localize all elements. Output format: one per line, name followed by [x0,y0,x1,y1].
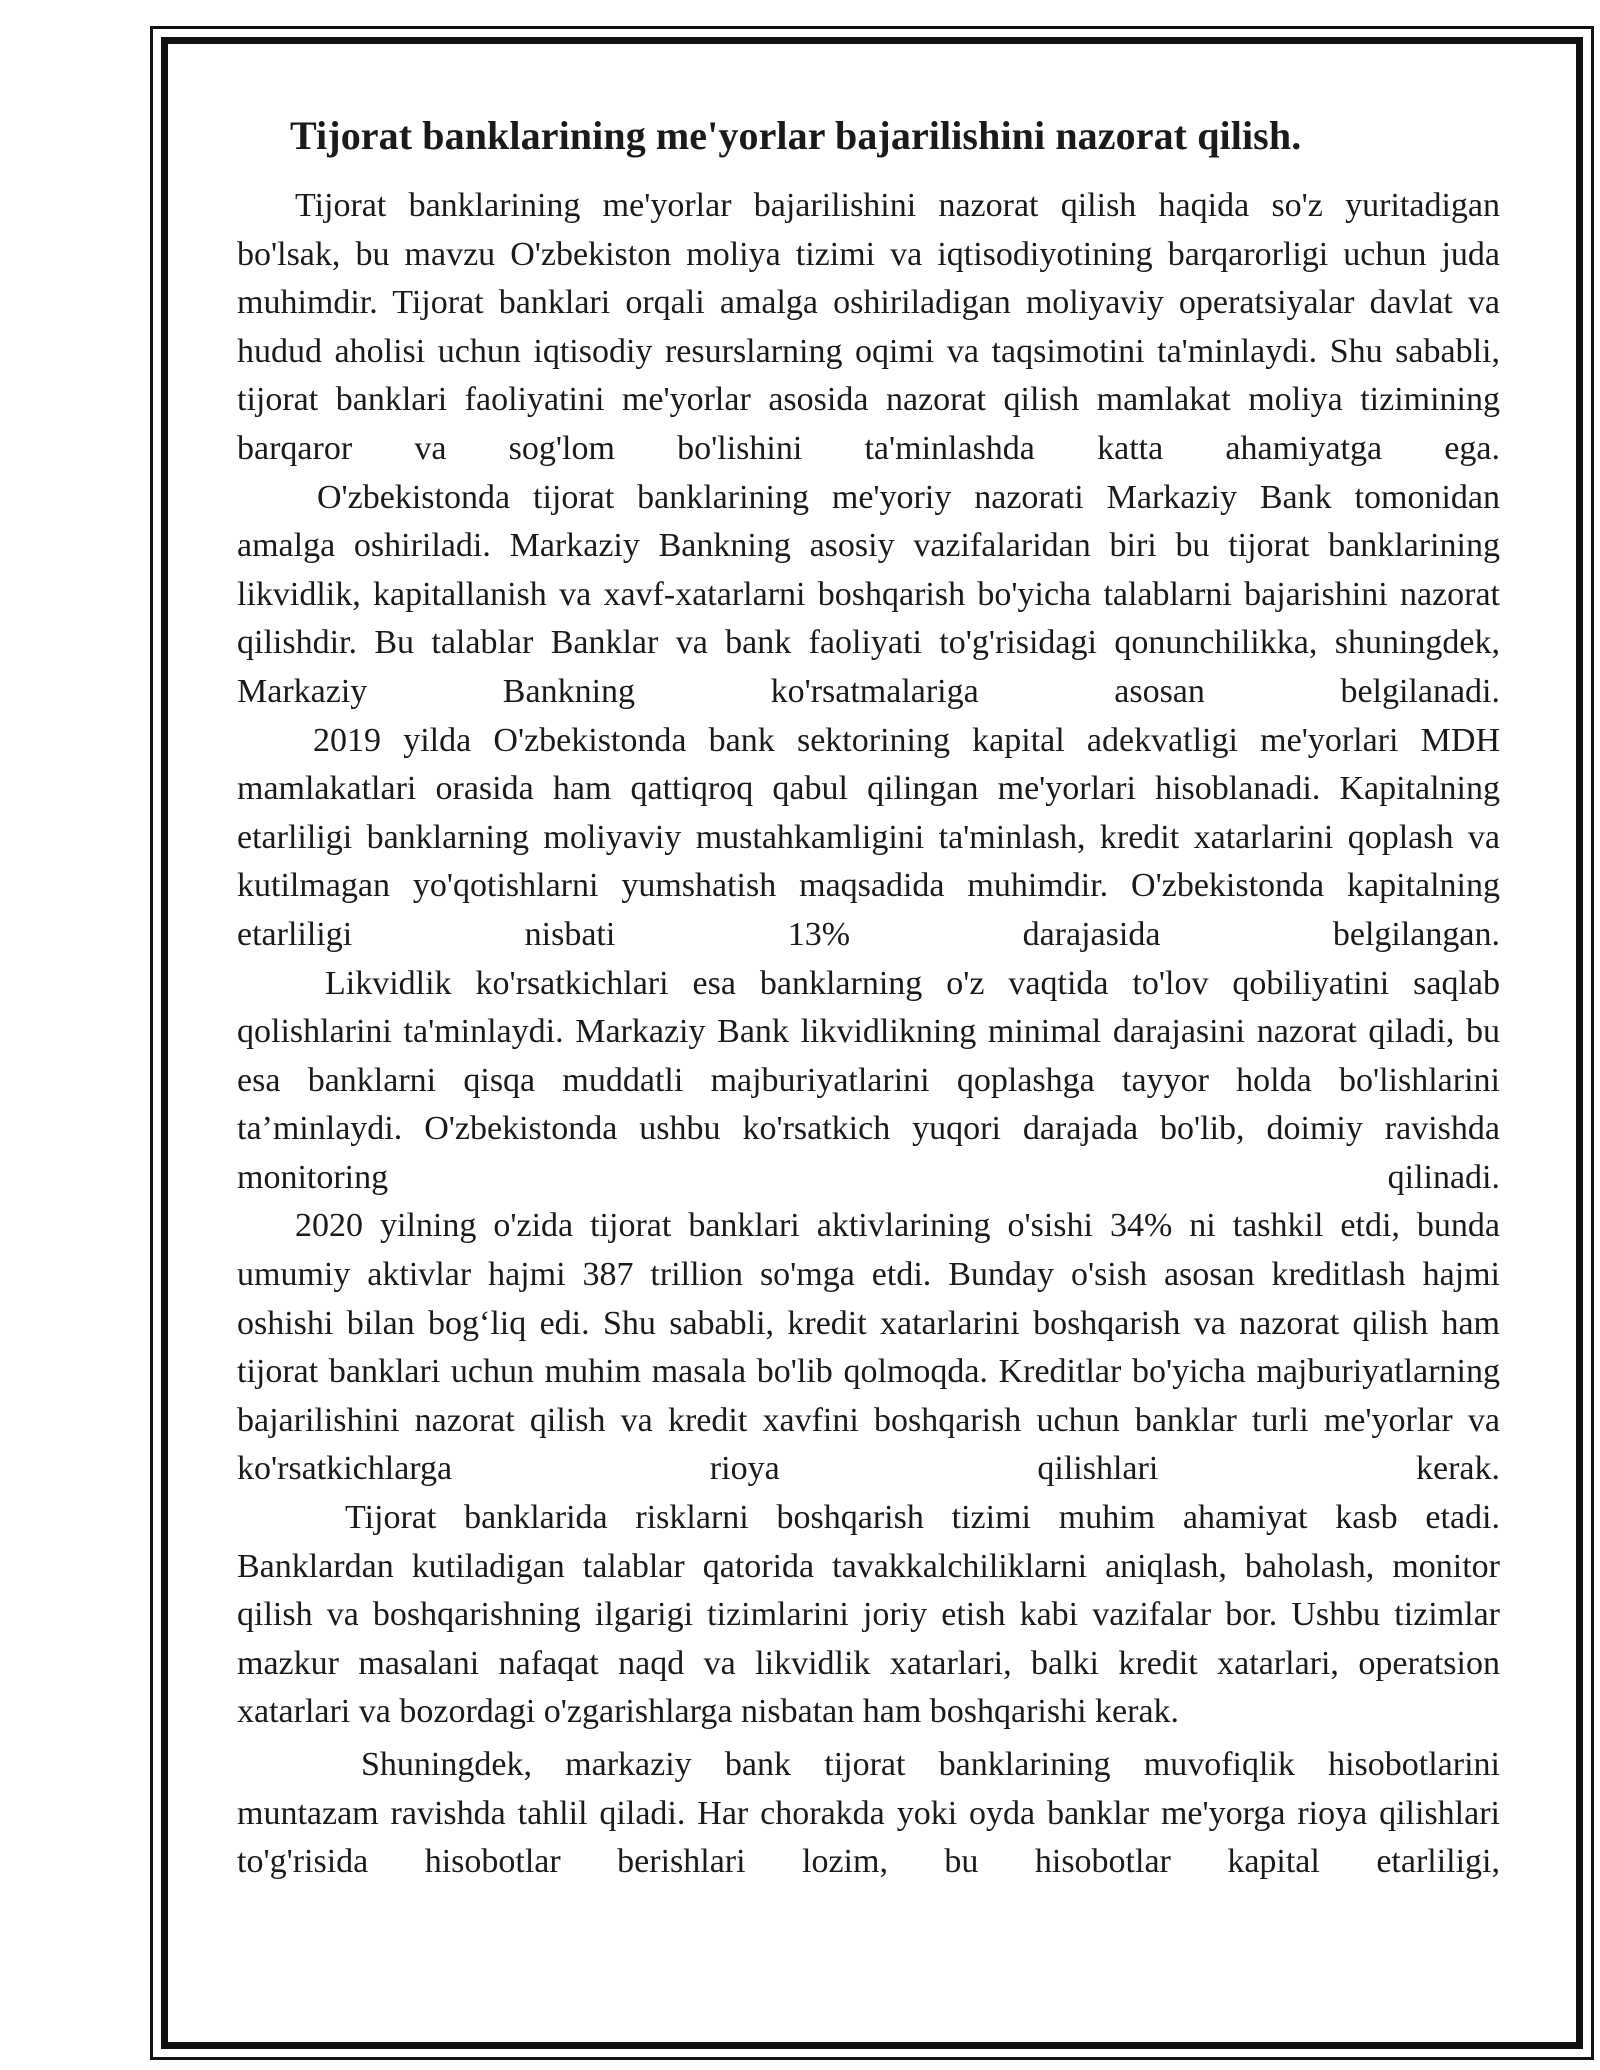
paragraph-3: 2019 yilda O'zbekistonda bank sektorining kapital adekvatligi me'yorlari MDH mamlakatlari orasida ham qattiqroq qabul qilingan me'yorlari hisoblanadi. Kapitalning etarliligi banklarning moliyaviy mustahkamligini ta'minlash, kredit xatarlarini qoplash va kutilmagan yo'qotishlarni yumshatish maqsadida muhimdir. O'zbekistonda kapitalning etarliligi nisbati 13% darajasida belgilangan. [237,721,1500,953]
paragraph-6: Tijorat banklarida risklarni boshqarish tizimi muhim ahamiyat kasb etadi. Banklardan kutiladigan talablar qatorida tavakkalchiliklarni aniqlash, baholash, monitor qilish va boshqarishning ilgarigi tizimlarini joriy etish kabi vazifalar bor. Ushbu tizimlar mazkur masalani nafaqat naqd va likvidlik xatarlari, balki kredit xatarlari, operatsion xatarlari va bozordagi o'zgarishlarga nisbatan ham boshqarishi kerak. [237,1499,1500,1731]
paragraph-2: O'zbekistonda tijorat banklarining me'yoriy nazorati Markaziy Bank tomonidan amalga oshiriladi. Markaziy Bankning asosiy vazifalaridan biri bu tijorat banklarining likvidlik, kapitallanish va xavf-xatarlarni boshqarish bo'yicha talablarni bajarishini nazorat qilishdir. Bu talablar Banklar va bank faoliyati to'g'risidagi qonunchilikka, shuningdek, Markaziy Bankning ko'rsatmalariga asosan belgilanadi. [237,478,1500,710]
paragraph-7: Shuningdek, markaziy bank tijorat banklarining muvofiqlik hisobotlarini muntazam ravishda tahlil qiladi. Har chorakda yoki oyda banklar me'yorga rioya qilishlari to'g'risida hisobotlar berishlari lozim, bu hisobotlar kapital etarliligi, [237,1746,1500,1881]
paragraph-1: Tijorat banklarining me'yorlar bajarilishini nazorat qilish haqida so'z yuritadigan bo'lsak, bu mavzu O'zbekiston moliya tizimi va iqtisodiyotining barqarorligi uchun juda muhimdir. Tijorat banklari orqali amalga oshiriladigan moliyaviy operatsiyalar davlat va hudud aholisi uchun iqtisodiy resurslarning oqimi va taqsimotini ta'minlaydi. Shu sababli, tijorat banklari faoliyatini me'yorlar asosida nazorat qilish mamlakat moliya tizimining barqaror va sog'lom bo'lishini ta'minlashda katta ahamiyatga ega. [237,187,1500,467]
paragraph-5: 2020 yilning o'zida tijorat banklari aktivlarining o'sishi 34% ni tashkil etdi, bunda umumiy aktivlar hajmi 387 trillion so'mga etdi. Bunday o'sish asosan kreditlash hajmi oshishi bilan bog‘liq edi. Shu sababli, kredit xatarlarini boshqarish va nazorat qilish ham tijorat banklari uchun muhim masala bo'lib qolmoqda. Kreditlar bo'yicha majburiyatlarning bajarilishini nazorat qilish va kredit xavfini boshqarish uchun banklar turli me'yorlar va ko'rsatkichlarga rioya qilishlari kerak. [237,1207,1500,1488]
document-body [237,108,1500,1887]
paragraph-4: Likvidlik ko'rsatkichlari esa banklarning o'z vaqtida to'lov qobiliyatini saqlab qolishlarini ta'minlaydi. Markaziy Bank likvidlikning minimal darajasini nazorat qiladi, bu esa banklarni qisqa muddatli majburiyatlarini qoplashga tayyor holda bo'lishlarini ta’minlaydi. O'zbekistonda ushbu ko'rsatkich yuqori darajada bo'lib, doimiy ravishda monitoring qilinadi. [237,964,1500,1196]
document-title: Tijorat banklarining me'yorlar bajarilishini nazorat qilish. [290,113,1302,158]
